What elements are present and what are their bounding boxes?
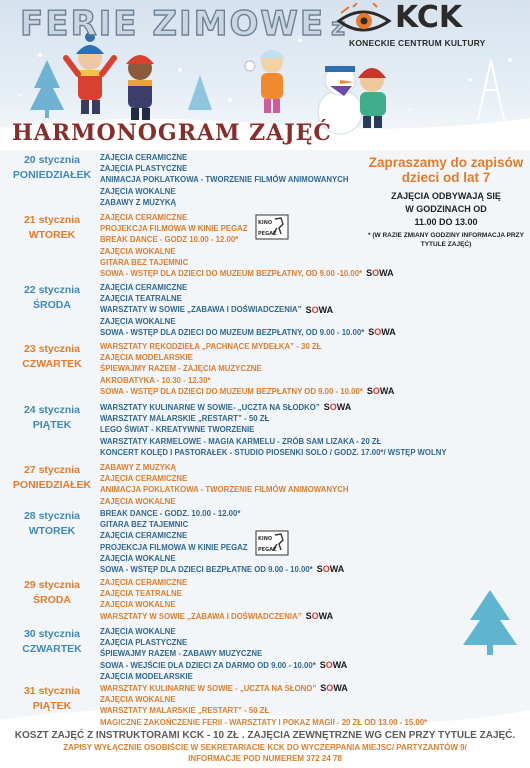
activity-item [100, 268, 530, 279]
activity-list [100, 462, 530, 507]
day-label [6, 464, 98, 492]
activity-item [100, 599, 530, 610]
activity-item [100, 473, 530, 484]
activity-item [100, 694, 530, 705]
svg-text:PEGAZ: PEGAZ [258, 231, 277, 237]
activity-item [100, 293, 530, 304]
activity-list [100, 402, 530, 458]
day-name: PONIEDZIAŁEK [12, 169, 92, 181]
activity-text: ZAJĘCIA WOKALNE [100, 316, 176, 326]
activity-item [100, 671, 530, 682]
sowa-logo-icon: SOWA [319, 659, 348, 670]
activity-text: ZAJĘCIA WOKALNE [100, 246, 176, 256]
activity-item [100, 496, 530, 507]
activity-item [100, 553, 530, 564]
activity-list [100, 212, 530, 279]
activity-list [100, 508, 530, 575]
activity-list [100, 577, 530, 622]
activity-text: AKROBATYKA - 10.30 - 12.30* [100, 375, 211, 385]
activity-text: ŚPIEWAJMY RAZEM - ZABAWY MUZYCZNE [100, 649, 263, 659]
activity-item [100, 402, 530, 413]
day-label [6, 579, 98, 607]
activity-text: ZAJĘCIA WOKALNE [100, 600, 176, 610]
activity-text: ZAJĘCIA WOKALNE [100, 627, 176, 636]
sowa-logo-icon: SOWA [368, 327, 396, 338]
activity-text: ZAJĘCIA WOKALNE [100, 695, 176, 705]
activity-text: ANIMACJA POKLATKOWA - TWORZENIE FILMÓW ANIMOWANYCH [100, 485, 349, 495]
activity-text: ZAJĘCIA TEATRALNE [100, 294, 182, 304]
activity-text: ZAJĘCIA CERAMICZNE [100, 474, 188, 484]
activity-item [100, 352, 530, 363]
day-name: CZWARTEK [22, 643, 82, 655]
activity-item [100, 626, 530, 637]
activity-item [100, 436, 530, 447]
activity-text: SOWA - WSTĘP DLA DZIECI DO MUZEUM BEZPŁATNY, OD 9.00 -10.00* [100, 268, 363, 278]
tree-icon [30, 60, 64, 118]
sowa-logo-icon: SOWA [305, 304, 334, 315]
activity-text: ZAJĘCIA WOKALNE [100, 496, 176, 506]
activity-item [100, 424, 530, 435]
svg-text:KINO: KINO [258, 536, 273, 542]
activity-item [100, 223, 530, 234]
activity-text: ZAJĘCIA MODELARSKIE [100, 671, 193, 681]
activity-text: WARSZTATY KULINARNE W SOWIE- „UCZTA NA SŁODKO” [100, 403, 320, 412]
logo-kck: KCK [395, 0, 463, 35]
activity-list [100, 626, 530, 682]
activity-text: BREAK DANCE - GODZ. 10.00 - 12.00* [100, 509, 241, 518]
activity-text: BREAK DANCE - GODZ 10.00 - 12.00* [100, 235, 239, 245]
activity-item [100, 163, 530, 174]
hours-line: 11.00 DO 13.00 [414, 217, 478, 227]
sowa-logo-icon: SOWA [320, 683, 348, 694]
activity-text: LEGO ŚWIAT - KREATYWNE TWORZENIE [100, 425, 255, 435]
logo-subtitle: KONECKIE CENTRUM KULTURY [349, 38, 486, 48]
activity-text: GITARA BEZ TAJEMNIC [100, 257, 189, 267]
activity-text: ANIMACJA POKLATKOWA - TWORZENIE FILMÓW ANIMOWANYCH [100, 175, 349, 185]
activity-list [100, 683, 530, 728]
activity-item [100, 304, 530, 315]
activity-item [100, 530, 530, 541]
sowa-logo-icon: SOWA [305, 610, 334, 621]
activity-list [100, 341, 530, 397]
day-date: 20 stycznia [23, 154, 81, 166]
activity-text: MAGICZNE ZAKOŃCZENIE FERII - WARSZTATY I POKAZ MAGII - 20 ZŁ OD 13.00 - 15.00* [100, 717, 428, 727]
footer [0, 730, 530, 764]
activity-item [100, 683, 530, 694]
activity-item [100, 660, 530, 671]
activity-text: WARSZTATY KULINARNE W SOWIE - „UCZTA NA SŁONO” [100, 684, 317, 693]
child-figure-illustration [66, 32, 114, 114]
activity-item [100, 447, 530, 458]
kino-pegaz-logo-icon [255, 214, 289, 240]
day-name: WTOREK [28, 525, 76, 537]
activity-list [100, 282, 530, 338]
activity-item [100, 234, 530, 245]
activity-item [100, 484, 530, 495]
page-title [20, 4, 347, 44]
activity-item [100, 186, 530, 197]
day-label [6, 343, 98, 371]
activity-text: WARSZTATY KARMELOWE - MAGIA KARMELU - ZRÓB SAM LIZAKA - 20 ZŁ [100, 436, 382, 446]
activity-item [100, 413, 530, 424]
day-label [6, 404, 98, 432]
activity-text: ZAJĘCIA TEATRALNE [100, 589, 182, 599]
activity-text: ZAJĘCIA WOKALNE [100, 186, 176, 196]
activity-text: SOWA - WEJŚCIE DLA DZIECI ZA DARMO OD 9.00 - 10.00* [100, 660, 316, 670]
day-date: 23 stycznia [23, 343, 81, 355]
activity-text: ZAJĘCIA PLASTYCZNE [100, 638, 188, 648]
invite-text: Zapraszamy do zapisów dzieci od lat 7 [368, 155, 524, 185]
day-date: 29 stycznia [23, 579, 81, 591]
activity-item [100, 637, 530, 648]
activity-item [100, 577, 530, 588]
day-name: ŚRODA [33, 299, 71, 311]
activity-text: ZAJĘCIA CERAMICZNE [100, 283, 188, 292]
activity-text: ŚPIEWAJMY RAZEM - ZAJĘCIA MUZYCZNE [100, 364, 262, 374]
day-label [6, 510, 98, 538]
activity-item [100, 508, 530, 519]
day-label [6, 214, 98, 242]
registration-info: ZAPISY WYŁĄCZNIE OSOBIŚCIE W SEKRETARIACIE KCK DO WYCZERPANIA MIEJSC/ PARTYZANTÓW 9/ [63, 743, 467, 752]
kino-pegaz-logo-icon [255, 530, 289, 556]
activity-item [100, 212, 530, 223]
header-banner [0, 0, 530, 150]
activity-text: KONCERT KOLĘD I PASTORAŁEK - STUDIO PIOSENKI SOLO / GODZ. 17.00*/ WSTĘP WOLNY [100, 447, 447, 457]
activity-item [100, 386, 530, 397]
activity-item [100, 542, 530, 553]
hours-line: W GODZINACH OD [405, 204, 487, 214]
day-name: CZWARTEK [22, 358, 82, 370]
day-date: 28 stycznia [23, 510, 81, 522]
activity-item [100, 246, 530, 257]
activity-item [100, 174, 530, 185]
activity-item [100, 588, 530, 599]
activity-item [100, 282, 530, 293]
day-name: WTOREK [28, 229, 76, 241]
day-name: PIĄTEK [32, 700, 72, 712]
hours-line: ZAJĘCIA ODBYWAJĄ SIĘ [391, 191, 501, 201]
day-date: 30 stycznia [23, 628, 81, 640]
cost-info: KOSZT ZAJĘĆ Z INSTRUKTORAMI KCK - 10 ZŁ . ZAJĘCIA ZEWNĘTRZNE WG CEN PRZY TYTULE ZAJĘĆ. [14, 730, 516, 741]
activity-text: SOWA - WSTĘP DLA DZIECI DO MUZEUM BEZPŁATNY, OD 9.00 - 10.00* [100, 327, 365, 337]
sowa-logo-icon: SOWA [366, 268, 394, 279]
activity-text: PROJEKCJA FILMOWA W KINIE PEGAZ [100, 224, 248, 234]
activity-item [100, 375, 530, 386]
day-label [6, 154, 98, 182]
activity-item [100, 519, 530, 530]
activity-text: PROJEKCJA FILMOWA W KINIE PEGAZ [100, 542, 248, 552]
activity-item [100, 705, 530, 716]
activity-text: ZAJĘCIA WOKALNE [100, 553, 176, 563]
activity-text: ZAJĘCIA CERAMICZNE [100, 531, 188, 541]
activity-item [100, 462, 530, 473]
activity-item [100, 341, 530, 352]
activity-text: ZAJĘCIA CERAMICZNE [100, 213, 188, 222]
activity-item [100, 363, 530, 374]
activity-item [100, 717, 530, 728]
activity-text: ZAJĘCIA CERAMICZNE [100, 578, 188, 587]
activity-text: SOWA - WSTĘP DLA DZIECI BEZPŁATNE OD 9.00 - 10.00* [100, 564, 313, 574]
activity-item [100, 564, 530, 575]
sowa-logo-icon: SOWA [323, 402, 352, 413]
title-z: z [331, 13, 348, 41]
day-date: 21 stycznia [23, 214, 81, 226]
activity-text: WARSZTATY MALARSKIE „RESTART” - 50 ZŁ [100, 414, 270, 424]
day-name: ŚRODA [33, 594, 71, 606]
day-label [6, 685, 98, 713]
day-date: 22 stycznia [23, 284, 81, 296]
day-name: PIĄTEK [32, 419, 72, 431]
schedule-heading: HARMONOGRAM ZAJĘĆ [12, 120, 332, 146]
sowa-logo-icon: SOWA [366, 386, 395, 397]
activity-text: WARSZTATY W SOWIE „ZABAWA I DOŚWIADCZENIA” [100, 611, 302, 621]
activity-list [100, 152, 530, 208]
activity-item [100, 327, 530, 338]
svg-text:KINO: KINO [258, 220, 273, 226]
activity-text: ZABAWY Z MUZYKĄ [100, 197, 177, 207]
activity-text: SOWA - WSTĘP DLA DZIECI DO MUZEUM BEZPŁATNY OD 9.00 - 10.00* [100, 386, 363, 396]
title-text: FERIE ZIMOWE [20, 4, 326, 44]
activity-item [100, 648, 530, 659]
activity-text: ZAJĘCIA CERAMICZNE [100, 153, 188, 162]
activity-text: GITARA BEZ TAJEMNIC [100, 520, 189, 530]
hours-note: * (W RAZIE ZMIANY GODZINY INFORMACJA PRZY TYTULE ZAJĘĆ) [368, 232, 524, 248]
activity-text: ZAJĘCIA PLASTYCZNE [100, 164, 188, 174]
day-date: 31 stycznia [23, 685, 81, 697]
day-name: PONIEDZIAŁEK [12, 479, 92, 491]
day-date: 24 stycznia [23, 404, 81, 416]
phone-info: INFORMACJE POD NUMEREM 372 24 78 [188, 754, 342, 763]
sowa-logo-icon: SOWA [316, 564, 345, 575]
svg-text:PEGAZ: PEGAZ [258, 547, 277, 553]
activity-text: WARSZTATY W SOWIE „ZABAWA I DOŚWIADCZENIA” [100, 305, 302, 315]
activity-item [100, 197, 530, 208]
activity-text: WARSZTATY MALARSKIE „RESTART” - 50 ZŁ [100, 706, 270, 716]
day-label [6, 628, 98, 656]
activity-item [100, 611, 530, 622]
activity-item [100, 152, 530, 163]
day-date: 27 stycznia [23, 464, 81, 476]
day-label [6, 284, 98, 312]
activity-text: ZABAWY Z MUZYKĄ [100, 463, 177, 472]
activity-item [100, 316, 530, 327]
activity-text: WARSZTATY RĘKODZIEŁA „PACHNĄCE MYDEŁKA” - 30 ZŁ [100, 342, 322, 351]
activity-item [100, 257, 530, 268]
activity-text: ZAJĘCIA MODELARSKIE [100, 353, 193, 363]
